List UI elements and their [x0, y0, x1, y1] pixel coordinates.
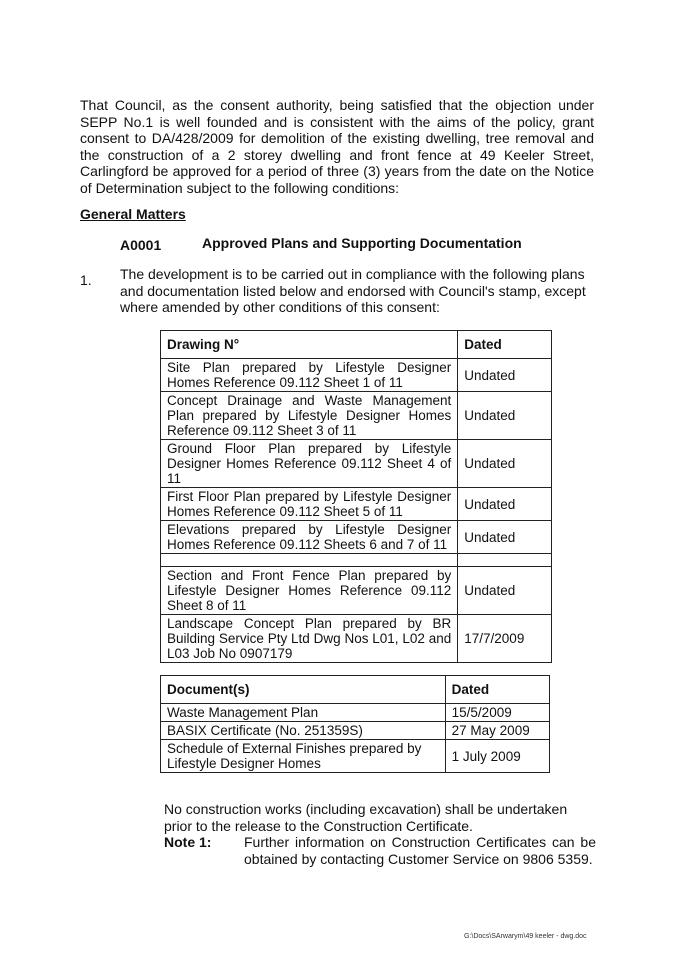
column-header-dated: Dated	[458, 331, 552, 359]
condition-code: A0001	[120, 237, 162, 253]
condition-text: The development is to be carried out in compliance with the following plans and documentation listed below and endorsed with Council's stamp, except where amended by other conditions of this consent:	[120, 266, 586, 315]
dated-cell: Undated	[458, 488, 552, 521]
column-header-documents: Document(s)	[161, 676, 446, 704]
dated-cell: Undated	[458, 567, 552, 615]
table-row	[161, 740, 550, 773]
table-row	[161, 488, 552, 521]
section-heading: General Matters	[80, 206, 186, 222]
table-row	[161, 704, 550, 722]
dated-cell: Undated	[458, 359, 552, 392]
document-cell: Waste Management Plan	[161, 704, 446, 722]
documents-table	[160, 675, 550, 773]
dated-cell: Undated	[458, 440, 552, 488]
note-text: Further information on Construction Certificates can be obtained by contacting Customer Service on 9806 5359.	[244, 834, 596, 867]
drawing-cell: Concept Drainage and Waste Management Plan prepared by Lifestyle Designer Homes Reference 09.112 Sheet 3 of 11	[161, 392, 458, 440]
condition-number: 1.	[80, 272, 92, 288]
table-header-row	[161, 331, 552, 359]
drawing-cell: Section and Front Fence Plan prepared by Lifestyle Designer Homes Reference 09.112 Sheet 8 of 11	[161, 567, 458, 615]
drawing-cell: Site Plan prepared by Lifestyle Designer Homes Reference 09.112 Sheet 1 of 11	[161, 359, 458, 392]
column-header-dated: Dated	[445, 676, 549, 704]
dated-cell: 27 May 2009	[445, 722, 549, 740]
dated-cell	[458, 554, 552, 567]
drawings-table	[160, 330, 552, 663]
note-label: Note 1:	[164, 834, 212, 850]
table-row	[161, 567, 552, 615]
condition-title: Approved Plans and Supporting Documentation	[202, 235, 522, 251]
drawing-cell: Elevations prepared by Lifestyle Designer Homes Reference 09.112 Sheets 6 and 7 of 11	[161, 521, 458, 554]
column-header-drawing: Drawing N°	[161, 331, 458, 359]
table-row	[161, 359, 552, 392]
table-row	[161, 392, 552, 440]
intro-paragraph: That Council, as the consent authority, being satisfied that the objection under SEPP No.1 is well founded and is consistent with the aims of the policy, grant consent to DA/428/2009 for demolition of the existing dwelling, tree removal and the construction of a 2 storey dwelling and front fence at 49 Keeler Street, Carlingford be approved for a period of three (3) years from the date on the Notice of Determination subject to the following conditions:	[80, 97, 594, 196]
document-cell: BASIX Certificate (No. 251359S)	[161, 722, 446, 740]
table-header-row	[161, 676, 550, 704]
drawing-cell: Landscape Concept Plan prepared by BR Building Service Pty Ltd Dwg Nos L01, L02 and L03 Job No 0907179	[161, 615, 458, 663]
document-cell: Schedule of External Finishes prepared by Lifestyle Designer Homes	[161, 740, 446, 773]
drawing-cell: First Floor Plan prepared by Lifestyle Designer Homes Reference 09.112 Sheet 5 of 11	[161, 488, 458, 521]
dated-cell: 1 July 2009	[445, 740, 549, 773]
table-row-empty	[161, 554, 552, 567]
table-row	[161, 722, 550, 740]
dated-cell: Undated	[458, 521, 552, 554]
table-row	[161, 615, 552, 663]
construction-works-paragraph: No construction works (including excavation) shall be undertaken prior to the release to the Construction Certificate.	[164, 801, 568, 834]
dated-cell: Undated	[458, 392, 552, 440]
drawing-cell: Ground Floor Plan prepared by Lifestyle Designer Homes Reference 09.112 Sheet 4 of 11	[161, 440, 458, 488]
dated-cell: 17/7/2009	[458, 615, 552, 663]
drawing-cell	[161, 554, 458, 567]
table-row	[161, 521, 552, 554]
table-row	[161, 440, 552, 488]
dated-cell: 15/5/2009	[445, 704, 549, 722]
file-path-footer: G:\Docs\SArwarym\49 keeler - dwg.doc	[464, 933, 587, 940]
